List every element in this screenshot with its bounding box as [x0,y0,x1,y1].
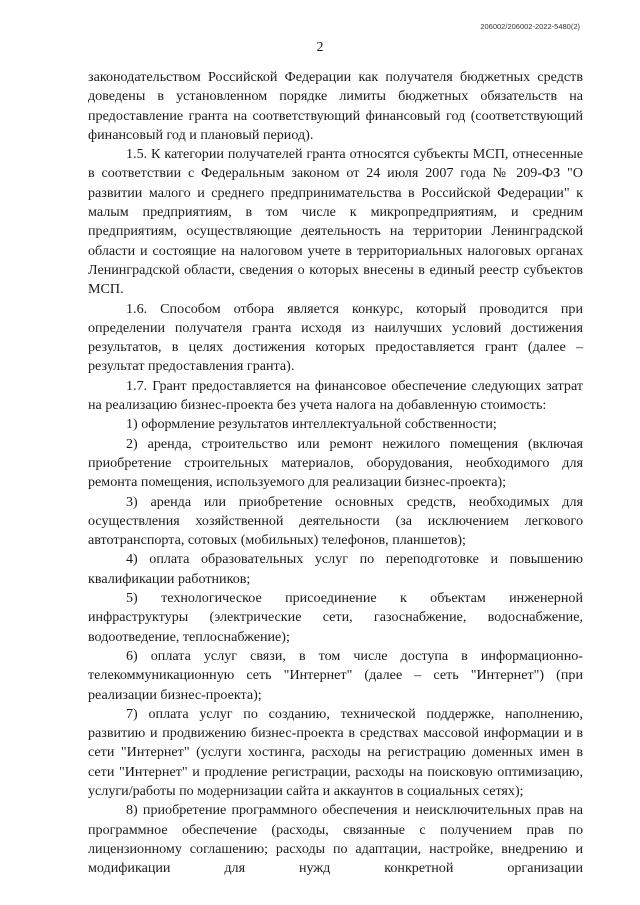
list-item-4: 4) оплата образовательных услуг по переподготовке и повышению квалификации работников; [88,551,583,587]
list-item-6: 6) оплата услуг связи, в том числе доступа в информационно-телекоммуникационную сеть "Интернет" (далее – сеть "Интернет") (при реализации бизнес-проекта); [88,647,583,703]
list-item-2: 2) аренда, строительство или ремонт нежилого помещения (включая приобретение строительных материалов, оборудования, необходимого для ремонта помещения, используемого для реализации бизнес-проекта); [88,435,583,491]
list-item-1: 1) оформление результатов интеллектуальной собственности; [126,416,497,433]
document-body [88,68,583,878]
document-id: 206002/206002-2022-5480(2) [480,22,580,31]
list-item-5: 5) технологическое присоединение к объектам инженерной инфраструктуры (электрические сети, газоснабжение, водоснабжение, водоотведение, теплоснабжение); [88,590,583,645]
page-number: 2 [316,40,324,55]
list-item-3: 3) аренда или приобретение основных средств, необходимых для осуществления хозяйственной деятельности (за исключением легкового автотранспорта, сотовых (мобильных) телефонов, планшетов); [88,493,583,549]
list-item-8: 8) приобретение программного обеспечения и неисключительных прав на программное обеспечение (расходы, связанные с получением прав по лицензионному соглашению; расходы по адаптации, настройке, внедрению и модификации для нужд конкретной организации [88,802,583,877]
paragraph-1-5: 1.5. К категории получателей гранта относятся субъекты МСП, отнесенные в соответствии с Федеральным законом от 24 июля 2007 года № 209-ФЗ "О развитии малого и среднего предпринимательства в Российской Федерации" к малым предприятиям, в том числе к микропредприятиям, и средним предприятиям, осуществляющие деятельность на территории Ленинградской области и состоящие на налоговом учете в территориальных налоговых органах Ленинградской области, сведения о которых внесены в единый реестр субъектов МСП. [88,146,583,298]
paragraph-1-7: 1.7. Грант предоставляется на финансовое обеспечение следующих затрат на реализацию бизнес-проекта без учета налога на добавленную стоимость: [88,377,583,414]
list-item-7: 7) оплата услуг по созданию, технической поддержке, наполнению, развитию и продвижению бизнес-проекта в средствах массовой информации и в сети "Интернет" (услуги хостинга, расходы на регистрацию доменных имен в сети "Интернет" и продление регистрации, расходы на поисковую оптимизацию, услуги/работы по модернизации сайта и аккаунтов в социальных сетях); [88,705,583,799]
paragraph-continuation: законодательством Российской Федерации как получателя бюджетных средств доведены в установленном порядке лимиты бюджетных обязательств на предоставление гранта на соответствующий финансовый год (соответствующий финансовый год и плановый период). [88,69,583,143]
paragraph-1-6: 1.6. Способом отбора является конкурс, который проводится при определении получателя гранта исходя из наилучших условий достижения результатов, в целях достижения которых предоставляется грант (далее – результат предоставления гранта). [88,300,583,375]
